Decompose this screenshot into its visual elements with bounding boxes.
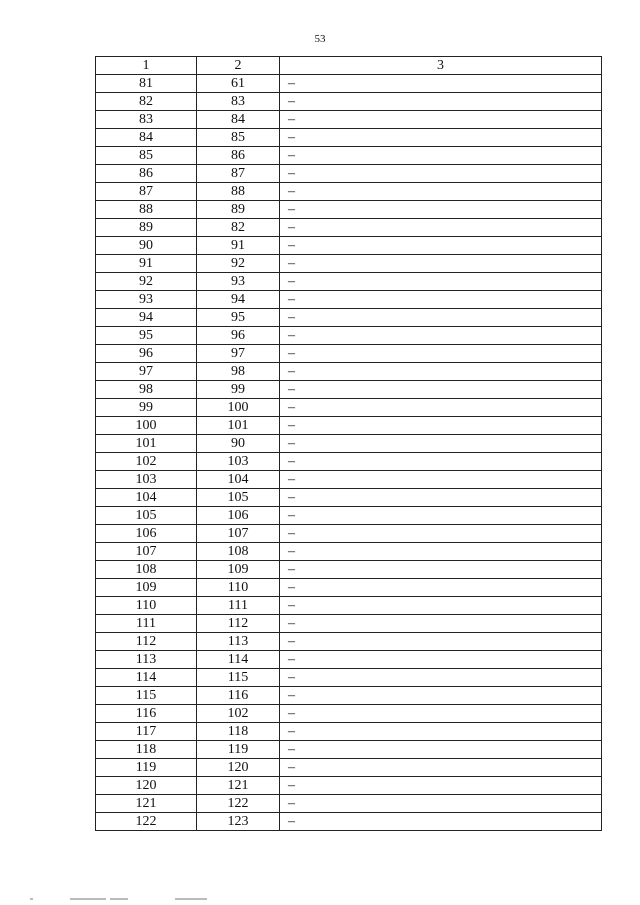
table-row <box>96 165 602 183</box>
cell-number: 113 <box>96 651 197 669</box>
table-row <box>96 201 602 219</box>
cell-note: – <box>280 183 602 201</box>
cell-number: 90 <box>96 237 197 255</box>
cell-note: – <box>280 597 602 615</box>
cell-note: – <box>280 777 602 795</box>
cell-number: 111 <box>96 615 197 633</box>
cell-reference: 89 <box>197 201 280 219</box>
cell-number: 85 <box>96 147 197 165</box>
cell-number: 107 <box>96 543 197 561</box>
cell-reference: 86 <box>197 147 280 165</box>
table-row <box>96 633 602 651</box>
table-row <box>96 507 602 525</box>
cell-note: – <box>280 111 602 129</box>
table-row <box>96 309 602 327</box>
table-row <box>96 93 602 111</box>
cell-note: – <box>280 363 602 381</box>
cell-number: 86 <box>96 165 197 183</box>
cell-note: – <box>280 669 602 687</box>
table-row <box>96 561 602 579</box>
table-row <box>96 417 602 435</box>
table-header-row <box>96 57 602 75</box>
table-row <box>96 705 602 723</box>
cell-note: – <box>280 381 602 399</box>
table-row <box>96 741 602 759</box>
cell-number: 108 <box>96 561 197 579</box>
cell-reference: 97 <box>197 345 280 363</box>
table-row <box>96 219 602 237</box>
table-row <box>96 147 602 165</box>
cell-number: 102 <box>96 453 197 471</box>
cell-reference: 123 <box>197 813 280 831</box>
cell-reference: 116 <box>197 687 280 705</box>
cell-note: – <box>280 255 602 273</box>
table-row <box>96 525 602 543</box>
cell-note: – <box>280 327 602 345</box>
cell-number: 122 <box>96 813 197 831</box>
cell-number: 98 <box>96 381 197 399</box>
table-row <box>96 543 602 561</box>
cell-note: – <box>280 543 602 561</box>
cell-number: 109 <box>96 579 197 597</box>
cell-number: 104 <box>96 489 197 507</box>
cell-note: – <box>280 813 602 831</box>
cell-reference: 92 <box>197 255 280 273</box>
cell-note: – <box>280 219 602 237</box>
table-body <box>96 75 602 831</box>
cell-number: 95 <box>96 327 197 345</box>
cell-note: – <box>280 759 602 777</box>
cell-number: 93 <box>96 291 197 309</box>
table-row <box>96 435 602 453</box>
cell-note: – <box>280 579 602 597</box>
cell-number: 105 <box>96 507 197 525</box>
table-row <box>96 237 602 255</box>
cell-note: – <box>280 147 602 165</box>
cell-note: – <box>280 93 602 111</box>
cell-reference: 120 <box>197 759 280 777</box>
cell-note: – <box>280 633 602 651</box>
cell-note: – <box>280 795 602 813</box>
cell-reference: 82 <box>197 219 280 237</box>
table-row <box>96 111 602 129</box>
cell-note: – <box>280 687 602 705</box>
cell-note: – <box>280 165 602 183</box>
cell-reference: 101 <box>197 417 280 435</box>
cell-number: 99 <box>96 399 197 417</box>
cell-note: – <box>280 75 602 93</box>
cell-reference: 94 <box>197 291 280 309</box>
table-row <box>96 399 602 417</box>
cell-number: 82 <box>96 93 197 111</box>
cell-note: – <box>280 417 602 435</box>
cell-reference: 109 <box>197 561 280 579</box>
cell-number: 118 <box>96 741 197 759</box>
cell-note: – <box>280 129 602 147</box>
cell-number: 115 <box>96 687 197 705</box>
cell-reference: 107 <box>197 525 280 543</box>
cell-number: 87 <box>96 183 197 201</box>
cell-reference: 84 <box>197 111 280 129</box>
cell-reference: 90 <box>197 435 280 453</box>
cell-note: – <box>280 273 602 291</box>
cell-note: – <box>280 453 602 471</box>
table-row <box>96 723 602 741</box>
cell-note: – <box>280 345 602 363</box>
table-row <box>96 129 602 147</box>
cell-number: 97 <box>96 363 197 381</box>
cell-reference: 122 <box>197 795 280 813</box>
cell-number: 116 <box>96 705 197 723</box>
table-row <box>96 597 602 615</box>
cell-number: 114 <box>96 669 197 687</box>
cell-number: 106 <box>96 525 197 543</box>
column-header-3: 3 <box>280 57 602 75</box>
cell-number: 84 <box>96 129 197 147</box>
cell-number: 101 <box>96 435 197 453</box>
cell-reference: 105 <box>197 489 280 507</box>
page-number: 53 <box>314 33 326 45</box>
cell-number: 110 <box>96 597 197 615</box>
cell-note: – <box>280 489 602 507</box>
table-row <box>96 183 602 201</box>
cell-reference: 108 <box>197 543 280 561</box>
cell-reference: 87 <box>197 165 280 183</box>
cell-note: – <box>280 435 602 453</box>
cell-note: – <box>280 309 602 327</box>
cell-reference: 111 <box>197 597 280 615</box>
cell-number: 94 <box>96 309 197 327</box>
cell-note: – <box>280 615 602 633</box>
cell-number: 100 <box>96 417 197 435</box>
cell-number: 117 <box>96 723 197 741</box>
table-row <box>96 777 602 795</box>
cell-reference: 114 <box>197 651 280 669</box>
cell-number: 92 <box>96 273 197 291</box>
cell-reference: 102 <box>197 705 280 723</box>
cell-reference: 110 <box>197 579 280 597</box>
cell-reference: 85 <box>197 129 280 147</box>
cell-reference: 121 <box>197 777 280 795</box>
cell-number: 120 <box>96 777 197 795</box>
cell-note: – <box>280 399 602 417</box>
table-row <box>96 759 602 777</box>
table-row <box>96 615 602 633</box>
cell-number: 89 <box>96 219 197 237</box>
table-row <box>96 489 602 507</box>
cell-note: – <box>280 705 602 723</box>
cell-reference: 98 <box>197 363 280 381</box>
cell-reference: 93 <box>197 273 280 291</box>
cell-reference: 113 <box>197 633 280 651</box>
table-row <box>96 273 602 291</box>
cell-reference: 104 <box>197 471 280 489</box>
cell-reference: 91 <box>197 237 280 255</box>
cell-reference: 95 <box>197 309 280 327</box>
cell-reference: 83 <box>197 93 280 111</box>
cell-reference: 88 <box>197 183 280 201</box>
data-table <box>95 56 602 831</box>
table-row <box>96 687 602 705</box>
cell-note: – <box>280 201 602 219</box>
table-row <box>96 813 602 831</box>
cell-reference: 61 <box>197 75 280 93</box>
cell-note: – <box>280 723 602 741</box>
table-row <box>96 255 602 273</box>
cell-note: – <box>280 525 602 543</box>
cell-reference: 100 <box>197 399 280 417</box>
table-row <box>96 471 602 489</box>
column-header-2: 2 <box>197 57 280 75</box>
cell-note: – <box>280 291 602 309</box>
table-row <box>96 453 602 471</box>
cell-number: 119 <box>96 759 197 777</box>
cell-number: 121 <box>96 795 197 813</box>
table-row <box>96 651 602 669</box>
table-row <box>96 363 602 381</box>
cell-note: – <box>280 237 602 255</box>
table-row <box>96 795 602 813</box>
cell-number: 91 <box>96 255 197 273</box>
table-row <box>96 75 602 93</box>
cell-number: 81 <box>96 75 197 93</box>
cell-number: 88 <box>96 201 197 219</box>
cell-number: 96 <box>96 345 197 363</box>
table-row <box>96 345 602 363</box>
cell-note: – <box>280 651 602 669</box>
cell-number: 103 <box>96 471 197 489</box>
cell-reference: 115 <box>197 669 280 687</box>
cell-reference: 119 <box>197 741 280 759</box>
table-row <box>96 291 602 309</box>
cell-reference: 118 <box>197 723 280 741</box>
cell-reference: 106 <box>197 507 280 525</box>
cell-number: 112 <box>96 633 197 651</box>
table-row <box>96 669 602 687</box>
cell-reference: 96 <box>197 327 280 345</box>
cell-reference: 103 <box>197 453 280 471</box>
cell-reference: 99 <box>197 381 280 399</box>
cell-reference: 112 <box>197 615 280 633</box>
column-header-1: 1 <box>96 57 197 75</box>
table-row <box>96 579 602 597</box>
cell-note: – <box>280 471 602 489</box>
cell-note: – <box>280 741 602 759</box>
cell-note: – <box>280 561 602 579</box>
table-row <box>96 327 602 345</box>
cell-number: 83 <box>96 111 197 129</box>
scan-artifact-marks <box>30 898 230 902</box>
table-row <box>96 381 602 399</box>
cell-note: – <box>280 507 602 525</box>
